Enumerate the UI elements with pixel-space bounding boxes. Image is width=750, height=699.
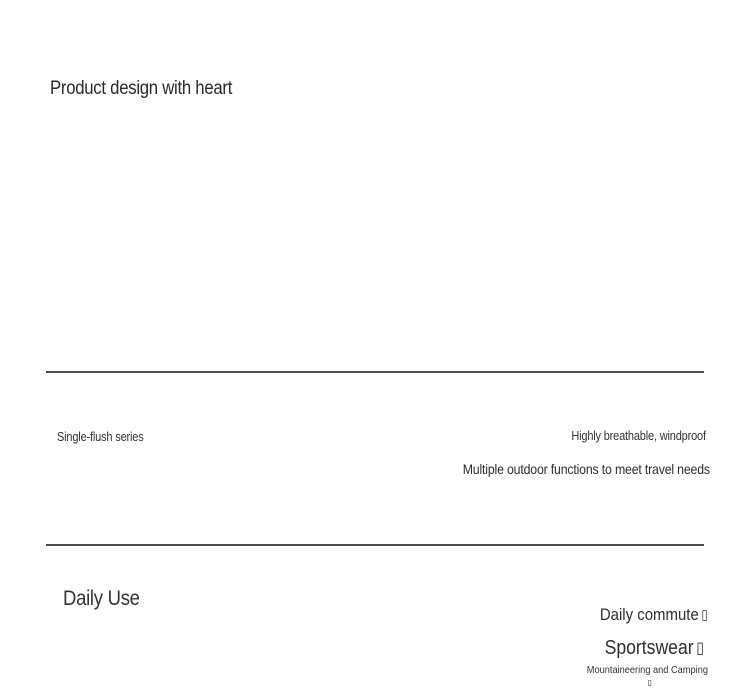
use-label: Sportswear xyxy=(604,637,694,659)
use-item-daily-commute xyxy=(497,605,708,637)
feature-outdoor: Multiple outdoor functions to meet travel needs xyxy=(462,461,710,477)
use-label: Daily commute xyxy=(599,605,699,624)
use-label: Mountaineering and Camping xyxy=(586,664,708,676)
series-label: Single-flush series xyxy=(57,430,144,444)
missing-glyph-icon: ▯ xyxy=(696,638,704,657)
daily-use-title: Daily Use xyxy=(63,587,140,610)
missing-glyph-icon: ▯ xyxy=(647,678,652,687)
use-item-sportswear xyxy=(496,637,704,664)
bottom-divider xyxy=(46,544,704,546)
use-list xyxy=(468,605,708,687)
headline: Product design with heart xyxy=(50,78,233,99)
use-item-mountaineering xyxy=(497,664,708,678)
missing-glyph-icon: ▯ xyxy=(701,607,708,623)
top-divider xyxy=(46,371,704,373)
feature-breathable: Highly breathable, windproof xyxy=(571,429,706,443)
